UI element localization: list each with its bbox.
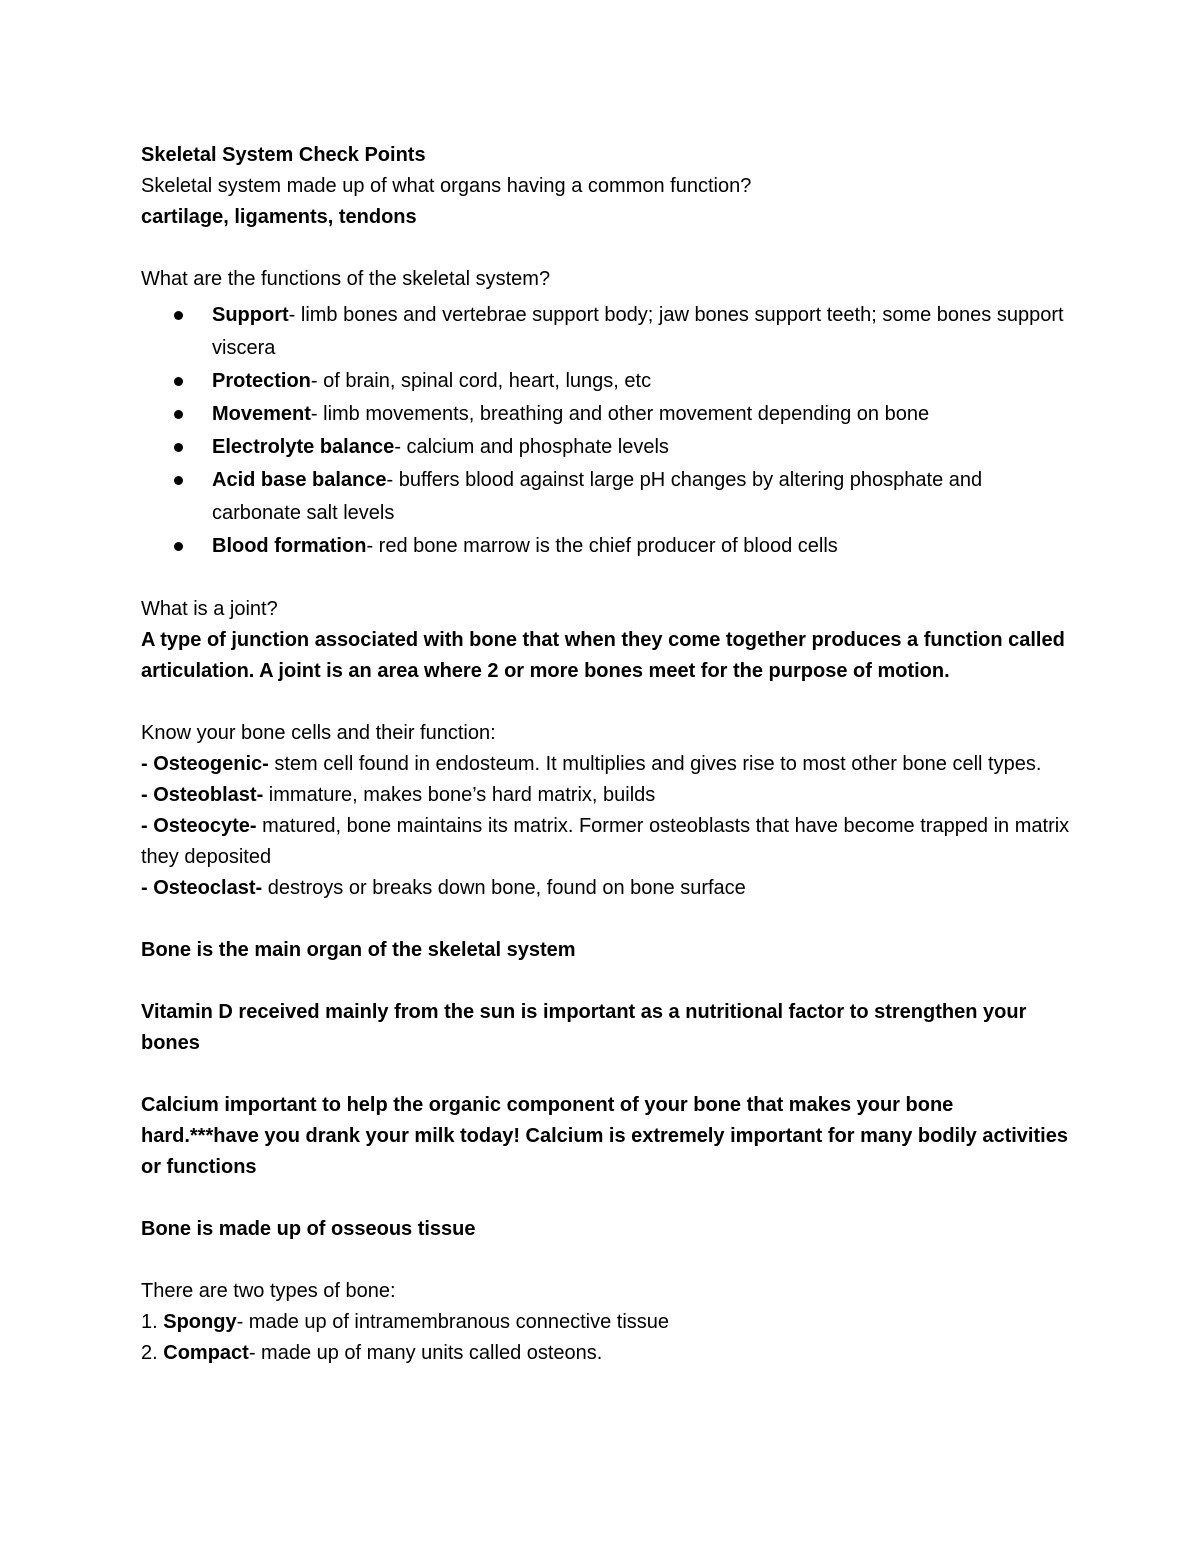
bullet-icon [174,311,183,320]
function-term: Blood formation [212,535,367,557]
bullet-icon [174,410,183,419]
function-desc: - limb movements, breathing and other movement depending on bone [310,403,930,425]
spacer [141,687,1071,718]
list-item [141,431,1071,464]
bone-types-section [141,1276,1071,1369]
bone-type-number: 2. [141,1342,164,1364]
bone-type-term: Spongy [163,1311,237,1333]
bone-cell-desc: destroys or breaks down bone, found on bone surface [262,877,746,899]
function-desc: - buffers blood against large pH changes by altering phosphate and carbonate salt levels [212,469,983,524]
bone-cell-desc: immature, makes bone’s hard matrix, builds [263,784,656,806]
function-term: Acid base balance [212,469,387,491]
fact-main-organ: Bone is the main organ of the skeletal system [141,939,576,961]
bone-cell-term: - Osteocyte- [141,815,257,837]
function-term: Electrolyte balance [212,436,395,458]
fact-calcium: Calcium important to help the organic component of your bone that makes your bone hard.***have you drank your milk today! Calcium is extremely important for many bodily activities or functions [141,1094,1068,1178]
document-page [141,140,1071,1369]
fact-osseous: Bone is made up of osseous tissue [141,1218,476,1240]
bone-type-number: 1. [141,1311,164,1333]
list-item [141,530,1071,563]
fact-vitamin-d: Vitamin D received mainly from the sun is important as a nutritional factor to strengthen your bones [141,1001,1027,1054]
bone-cell-term: - Osteoclast- [141,877,263,899]
bone-cells-heading: Know your bone cells and their function: [141,722,496,744]
list-item [141,299,1071,365]
bullet-icon [174,476,183,485]
bone-cell-desc: matured, bone maintains its matrix. Former osteoblasts that have become trapped in matrix they deposited [141,815,1070,868]
spacer [141,904,1071,935]
question-functions: What are the functions of the skeletal system? [141,268,551,290]
question-joint: What is a joint? [141,598,278,620]
bone-cell-item [141,749,1071,780]
function-desc: - red bone marrow is the chief producer of blood cells [366,535,838,557]
bullet-icon [174,542,183,551]
spacer [141,1245,1071,1276]
function-term: Movement [212,403,311,425]
function-term: Protection [212,370,311,392]
bone-type-desc: - made up of intramembranous connective tissue [236,1311,670,1333]
bone-cells-section [141,718,1071,904]
bullet-icon [174,377,183,386]
answer-joint: A type of junction associated with bone that when they come together produces a function called articulation. A joint is an area where 2 or more bones meet for the purpose of motion. [141,629,1065,682]
spacer [141,1183,1071,1214]
list-item [141,365,1071,398]
function-term: Support [212,304,289,326]
bullet-icon [174,443,183,452]
answer-organs: cartilage, ligaments, tendons [141,206,417,228]
spacer [141,563,1071,594]
functions-list [141,299,1071,563]
bone-type-item [141,1338,1071,1369]
bone-cell-item [141,873,1071,904]
bone-cell-item [141,780,1071,811]
bone-types-heading: There are two types of bone: [141,1280,396,1302]
bone-cell-term: - Osteogenic- [141,753,269,775]
bone-type-desc: - made up of many units called osteons. [248,1342,603,1364]
list-item [141,464,1071,530]
function-desc: - limb bones and vertebrae support body; jaw bones support teeth; some bones support viscera [212,304,1064,359]
bone-type-term: Compact [163,1342,249,1364]
spacer [141,966,1071,997]
bone-cell-term: - Osteoblast- [141,784,264,806]
function-desc: - of brain, spinal cord, heart, lungs, etc [310,370,652,392]
bone-type-item [141,1307,1071,1338]
document-title: Skeletal System Check Points [141,144,426,166]
function-desc: - calcium and phosphate levels [394,436,669,458]
bone-cell-item [141,811,1071,873]
spacer [141,1059,1071,1090]
list-item [141,398,1071,431]
bone-cell-desc: stem cell found in endosteum. It multiplies and gives rise to most other bone cell types. [268,753,1042,775]
spacer [141,233,1071,264]
question-organs: Skeletal system made up of what organs having a common function? [141,175,752,197]
